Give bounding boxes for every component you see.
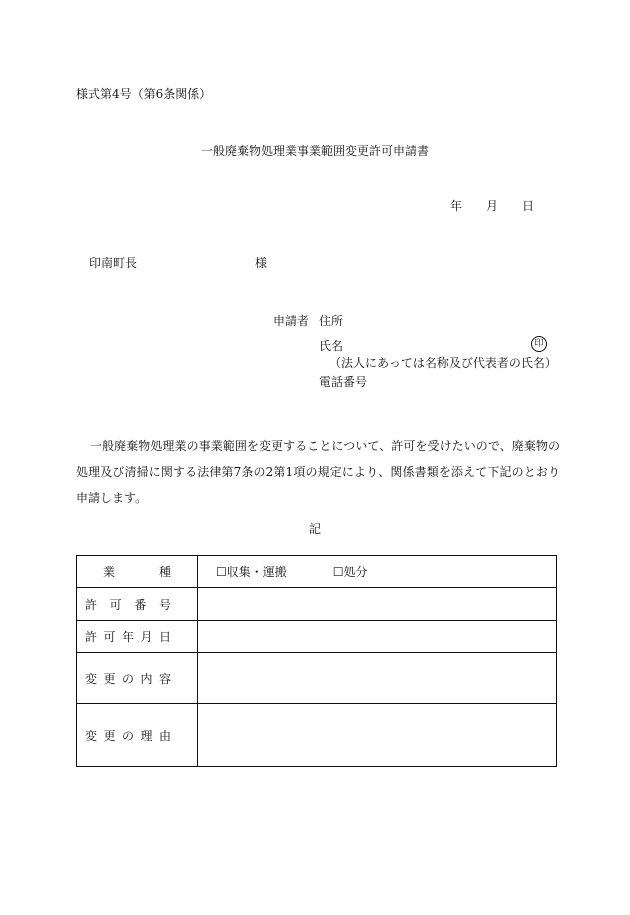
name-label: 氏名 xyxy=(319,339,344,353)
table-row xyxy=(77,556,557,588)
table-row xyxy=(77,621,557,653)
option-collection-checkbox[interactable]: ☐収集・運搬 xyxy=(216,565,287,579)
permit-date-label: 許可年月日 xyxy=(77,621,198,653)
address-label: 住所 xyxy=(319,314,344,328)
change-reason-field[interactable] xyxy=(198,704,557,767)
applicant-label: 申請者 xyxy=(273,314,310,328)
document-title: 一般廃棄物処理業事業範囲変更許可申請書 xyxy=(200,144,429,158)
seal-mark: 印 xyxy=(531,336,547,352)
date-month: 月 xyxy=(486,199,499,213)
recipient-name: 印南町長 xyxy=(89,256,138,270)
form-number: 様式第4号（第6条関係） xyxy=(76,87,212,101)
permit-date-field[interactable] xyxy=(198,621,557,653)
phone-label: 電話番号 xyxy=(319,375,368,389)
permit-number-field[interactable] xyxy=(198,588,557,621)
table-row xyxy=(77,588,557,621)
change-content-label: 変更の内容 xyxy=(77,653,198,704)
change-reason-label: 変更の理由 xyxy=(77,704,198,767)
change-content-field[interactable] xyxy=(198,653,557,704)
table-row xyxy=(77,704,557,767)
date-line xyxy=(450,198,534,214)
business-type-options xyxy=(198,556,557,588)
recipient-honorific: 様 xyxy=(255,256,268,270)
ki-label: 記 xyxy=(308,522,321,536)
corporation-note: （法人にあっては名称及び代表者の氏名） xyxy=(329,356,557,370)
business-type-label: 業種 xyxy=(77,556,198,588)
date-year: 年 xyxy=(450,199,463,213)
application-body-text: 一般廃棄物処理業の事業範囲を変更することについて、許可を受けたいので、廃棄物の処理及び清掃に関する法律第7条の2第1項の規定により、関係書類を添えて下記のとおり申請します。 xyxy=(76,439,560,505)
permit-number-label: 許可番号 xyxy=(77,588,198,621)
date-day: 日 xyxy=(522,199,535,213)
table-row xyxy=(77,653,557,704)
detail-table xyxy=(76,555,557,767)
option-disposal-checkbox[interactable]: ☐処分 xyxy=(332,565,368,579)
